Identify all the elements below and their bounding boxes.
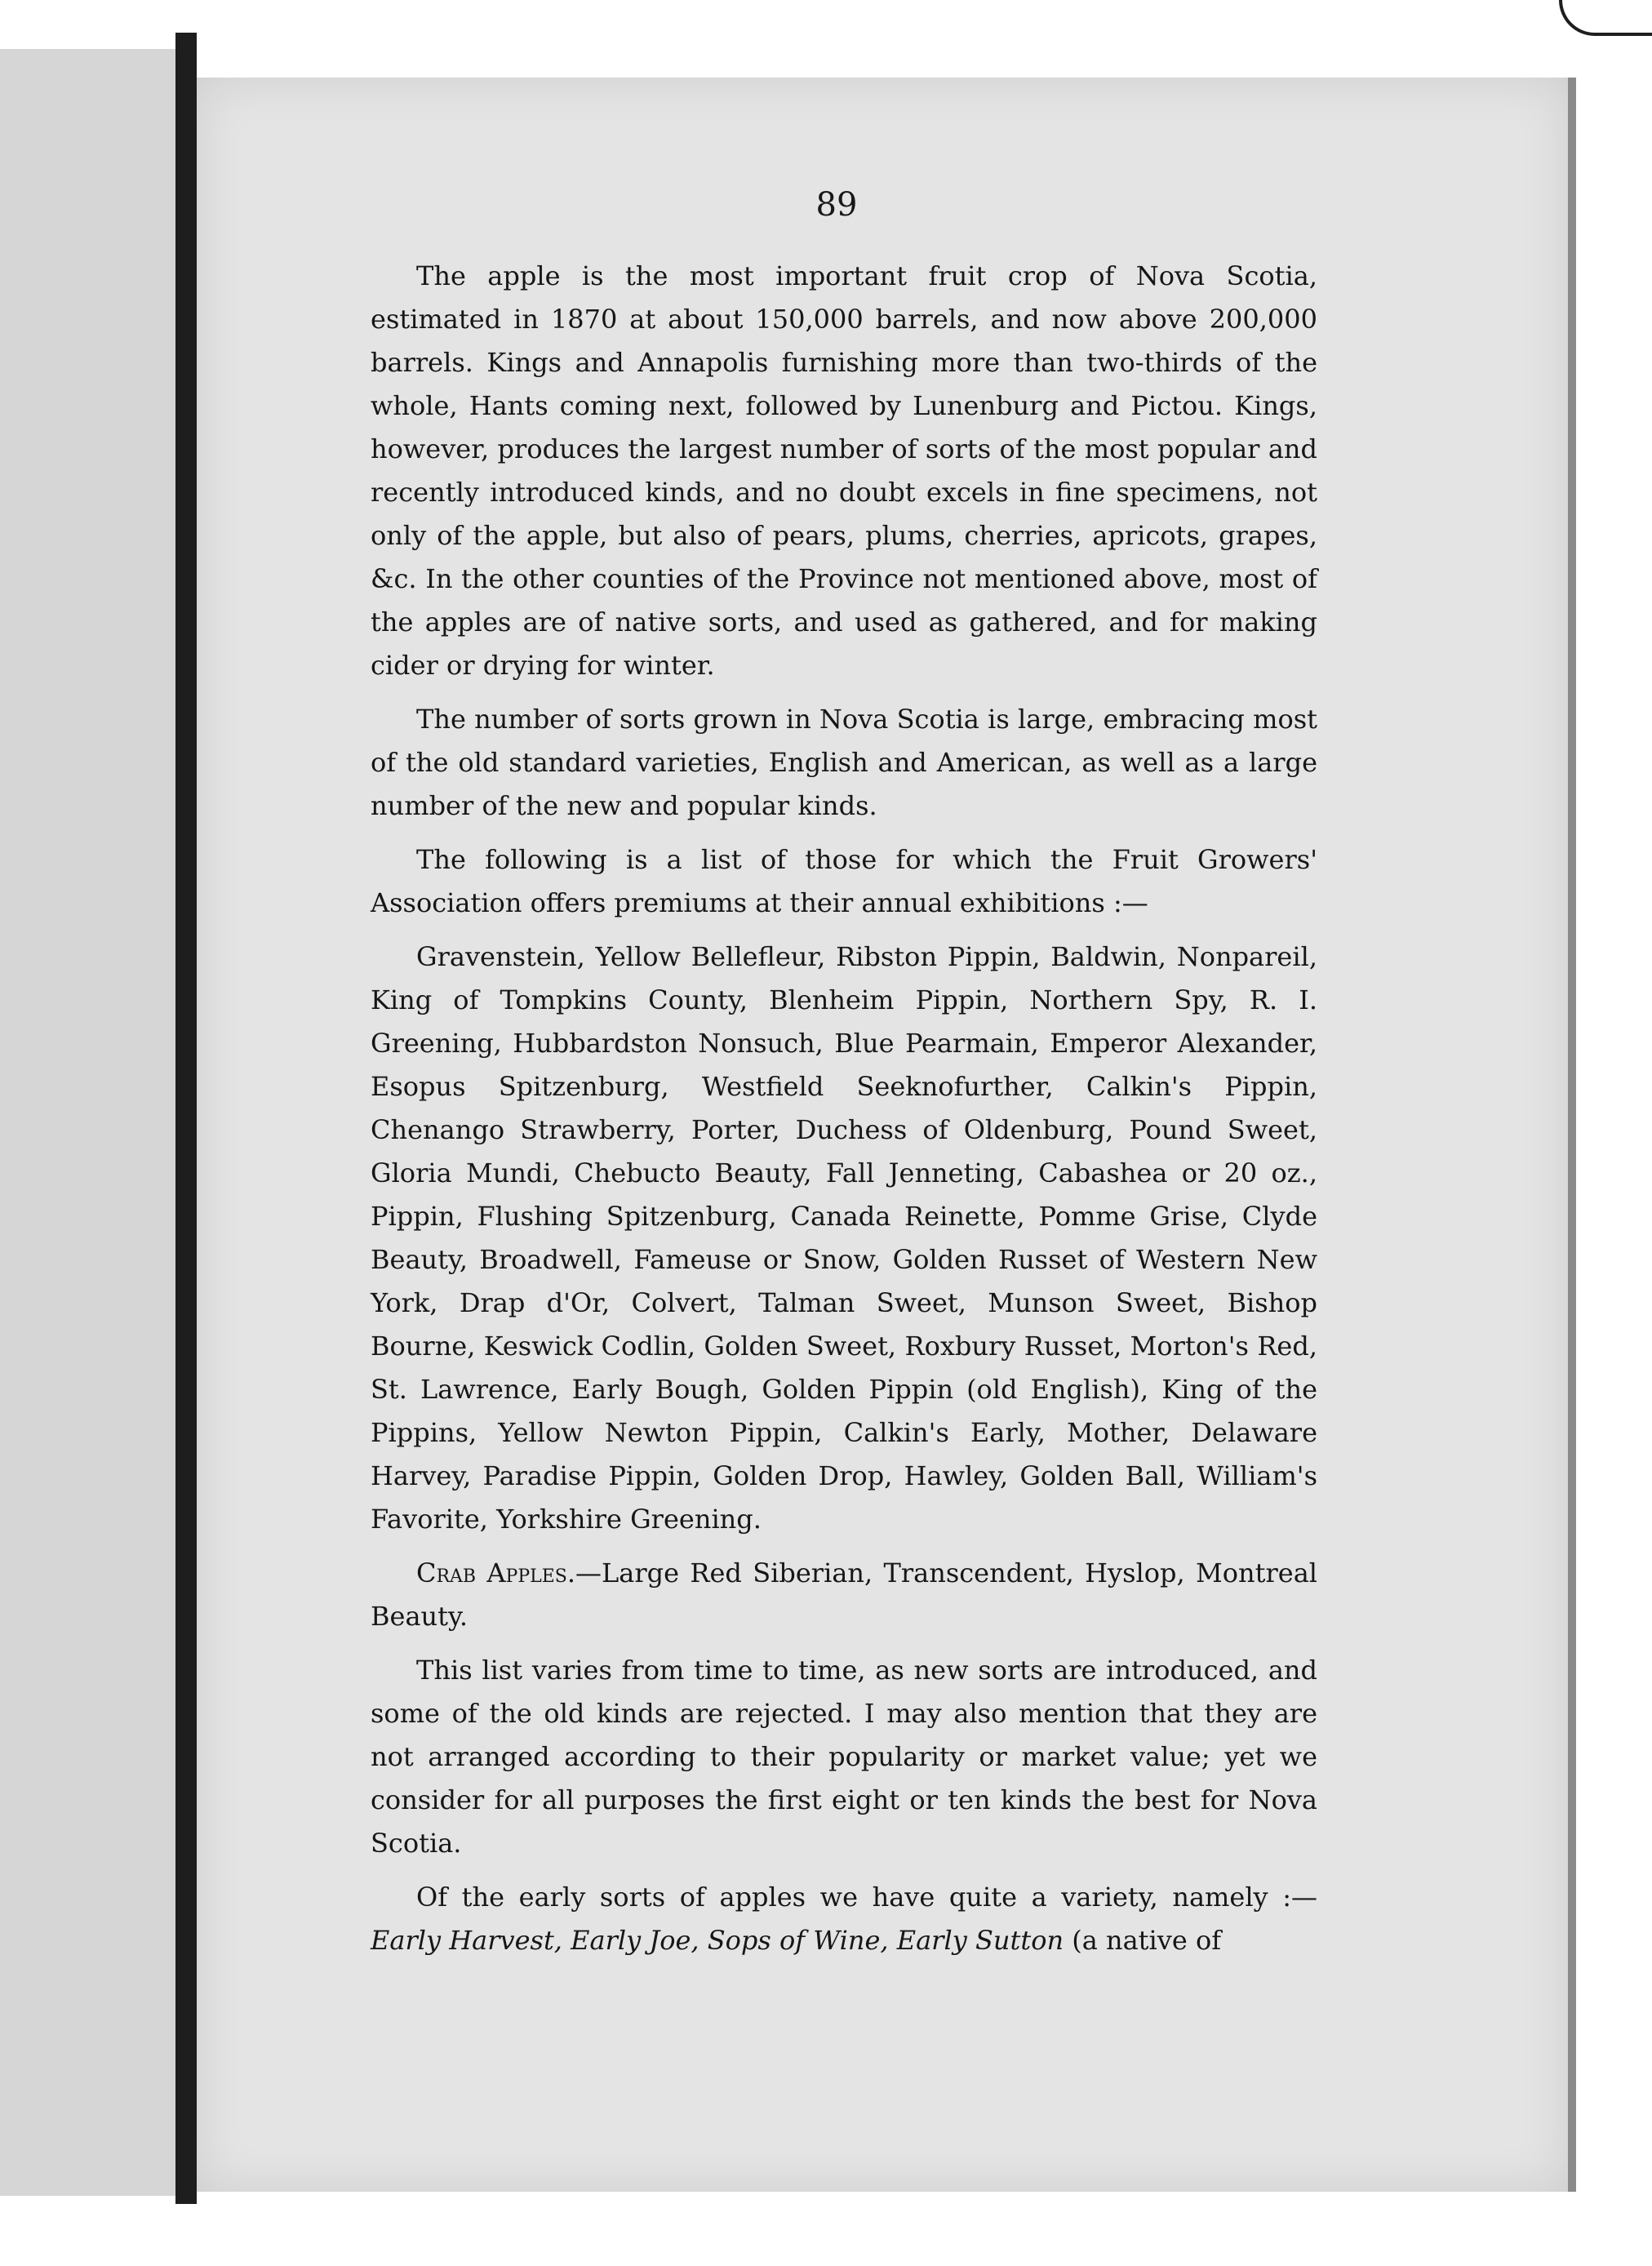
page-body bbox=[371, 255, 1317, 1973]
early-sorts-intro: Of the early sorts of apples we have quite a variety, namely :— bbox=[416, 1882, 1317, 1913]
paragraph-apple-variety-list: Gravenstein, Yellow Bellefleur, Ribston Pippin, Baldwin, Nonpareil, King of Tompkins County, Blenheim Pippin, Northern Spy, R. I. Greening, Hubbardston Nonsuch, Blue Pearmain, Emperor Alexander, Esopus Spitzenburg, Westfield Seeknofurther, Calkin's Pippin, Chenango Strawberry, Porter, Duchess of Oldenburg, Pound Sweet, Gloria Mundi, Chebucto Beauty, Fall Jenneting, Cabashea or 20 oz., Pippin, Flushing Spitzenburg, Canada Reinette, Pomme Grise, Clyde Beauty, Broadwell, Fameuse or Snow, Golden Russet of Western New York, Drap d'Or, Colvert, Talman Sweet, Munson Sweet, Bishop Bourne, Keswick Codlin, Golden Sweet, Roxbury Russet, Morton's Red, St. Lawrence, Early Bough, Golden Pippin (old English), King of the Pippins, Yellow Newton Pippin, Calkin's Early, Mother, Delaware Harvey, Paradise Pippin, Golden Drop, Hawley, Golden Ball, William's Favorite, Yorkshire Greening. bbox=[371, 941, 1317, 1535]
early-sorts-tail: (a native of bbox=[1064, 1925, 1222, 1956]
adjacent-page-edge bbox=[0, 49, 175, 2196]
early-sorts-names: Early Harvest, Early Joe, Sops of Wine, Early Sutton bbox=[371, 1925, 1064, 1956]
page-number: 89 bbox=[815, 186, 858, 224]
book-binding bbox=[175, 33, 197, 2204]
scan-corner-mark bbox=[1559, 0, 1652, 36]
paragraph-number-of-sorts: The number of sorts grown in Nova Scotia is large, embracing most of the old standard varieties, English and American, as well as a large number of the new and popular kinds. bbox=[371, 704, 1317, 821]
paragraph-list-note: This list varies from time to time, as new sorts are introduced, and some of the old kinds are rejected. I may also mention that they are not arranged according to their popularity or market value; yet we consider for all purposes the first eight or ten kinds the best for Nova Scotia. bbox=[371, 1655, 1317, 1859]
paragraph-early-sorts bbox=[371, 1876, 1317, 1962]
paragraph-premium-list-intro: The following is a list of those for which the Fruit Growers' Association offers premiums at their annual exhibitions :— bbox=[371, 844, 1317, 918]
paragraph-crab-apples bbox=[371, 1552, 1317, 1638]
crab-apples-heading: Crab Apples. bbox=[416, 1557, 576, 1588]
crab-apples-list: —Large Red Siberian, Transcendent, Hyslop, Montreal Beauty. bbox=[371, 1557, 1318, 1632]
paragraph-apple-crop: The apple is the most important fruit crop of Nova Scotia, estimated in 1870 at about 150,000 barrels, and now above 200,000 barrels. Kings and Annapolis furnishing more than two-thirds of the whole, Hants coming next, followed by Lunenburg and Pictou. Kings, however, produces the largest number of sorts of the most popular and recently introduced kinds, and no doubt excels in fine specimens, not only of the apple, but also of pears, plums, cherries, apricots, grapes, &c. In the other counties of the Province not mentioned above, most of the apples are of native sorts, and used as gathered, and for making cider or drying for winter. bbox=[371, 260, 1317, 681]
